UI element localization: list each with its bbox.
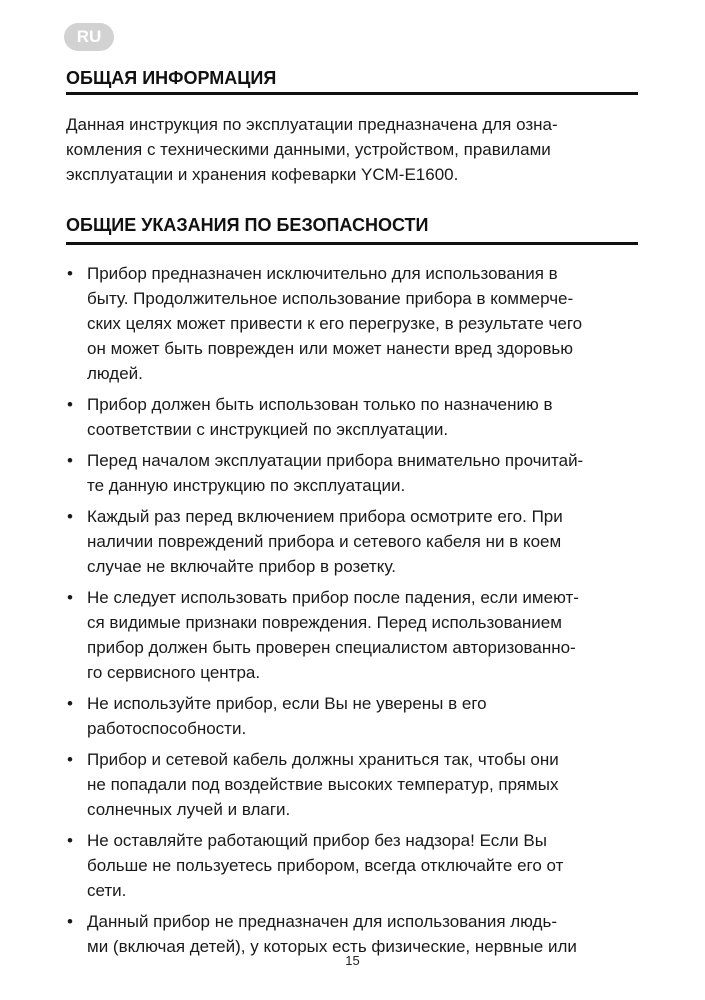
bullet-line: не попадали под воздействие высоких температур, прямых (87, 775, 559, 794)
bullet-line: сети. (87, 881, 127, 900)
bullet-line: наличии повреждений прибора и сетевого кабеля ни в коем (87, 532, 562, 551)
page-number: 15 (345, 953, 360, 968)
bullet-icon: • (67, 264, 73, 283)
bullet-line: работоспособности. (87, 719, 247, 738)
paragraph-line: эксплуатации и хранения кофеварки YCM-E1600. (66, 165, 459, 184)
safety-bullet-list (66, 261, 646, 965)
general-info-divider (66, 92, 638, 95)
bullet-line: Прибор должен быть использован только по назначению в (87, 395, 553, 414)
bullet-line: Не следует использовать прибор после падения, если имеют- (87, 588, 579, 607)
bullet-icon: • (67, 395, 73, 414)
bullet-line: больше не пользуетесь прибором, всегда отключайте его от (87, 856, 564, 875)
bullet-line: солнечных лучей и влаги. (87, 800, 291, 819)
bullet-line: Перед началом эксплуатации прибора внимательно прочитай- (87, 451, 584, 470)
bullet-line: быту. Продолжительное использование прибора в коммерче- (87, 289, 574, 308)
bullet-icon: • (67, 451, 73, 470)
safety-bullet-item (66, 909, 646, 959)
bullet-icon: • (67, 694, 73, 713)
bullet-line: Не используйте прибор, если Вы не уверены в его (87, 694, 487, 713)
safety-bullet-item (66, 261, 646, 386)
safety-bullet-item (66, 392, 646, 442)
bullet-line: ся видимые признаки повреждения. Перед использованием (87, 613, 562, 632)
bullet-line: случае не включайте прибор в розетку. (87, 557, 396, 576)
bullet-icon: • (67, 750, 73, 769)
bullet-line: Прибор и сетевой кабель должны храниться так, чтобы они (87, 750, 559, 769)
safety-bullet-item (66, 747, 646, 822)
bullet-line: людей. (87, 364, 143, 383)
bullet-icon: • (67, 588, 73, 607)
paragraph-line: комления с техническими данными, устройством, правилами (66, 140, 551, 159)
bullet-line: Не оставляйте работающий прибор без надзора! Если Вы (87, 831, 547, 850)
bullet-line: Каждый раз перед включением прибора осмотрите его. При (87, 507, 563, 526)
bullet-icon: • (67, 507, 73, 526)
safety-divider (66, 242, 638, 245)
bullet-line: он может быть поврежден или может нанести вред здоровью (87, 339, 573, 358)
bullet-line: го сервисного центра. (87, 663, 261, 682)
bullet-line: соответствии с инструкцией по эксплуатации. (87, 420, 449, 439)
general-info-title: ОБЩАЯ ИНФОРМАЦИЯ (66, 68, 277, 88)
bullet-line: Данный прибор не предназначен для использования людь- (87, 912, 557, 931)
bullet-line: Прибор предназначен исключительно для использования в (87, 264, 558, 283)
bullet-line: ских целях может привести к его перегрузке, в результате чего (87, 314, 583, 333)
safety-bullet-item (66, 828, 646, 903)
language-badge: RU (64, 23, 114, 51)
bullet-line: те данную инструкцию по эксплуатации. (87, 476, 406, 495)
safety-title: ОБЩИЕ УКАЗАНИЯ ПО БЕЗОПАСНОСТИ (66, 215, 429, 235)
safety-bullet-item (66, 504, 646, 579)
safety-bullet-item (66, 448, 646, 498)
safety-bullet-item (66, 691, 646, 741)
bullet-line: прибор должен быть проверен специалистом авторизованно- (87, 638, 576, 657)
safety-bullet-item (66, 585, 646, 685)
paragraph-line: Данная инструкция по эксплуатации предназначена для озна- (66, 115, 558, 134)
general-info-paragraph (66, 112, 641, 187)
bullet-line: ми (включая детей), у которых есть физические, нервные или (87, 937, 577, 956)
bullet-icon: • (67, 831, 73, 850)
bullet-icon: • (67, 912, 73, 931)
